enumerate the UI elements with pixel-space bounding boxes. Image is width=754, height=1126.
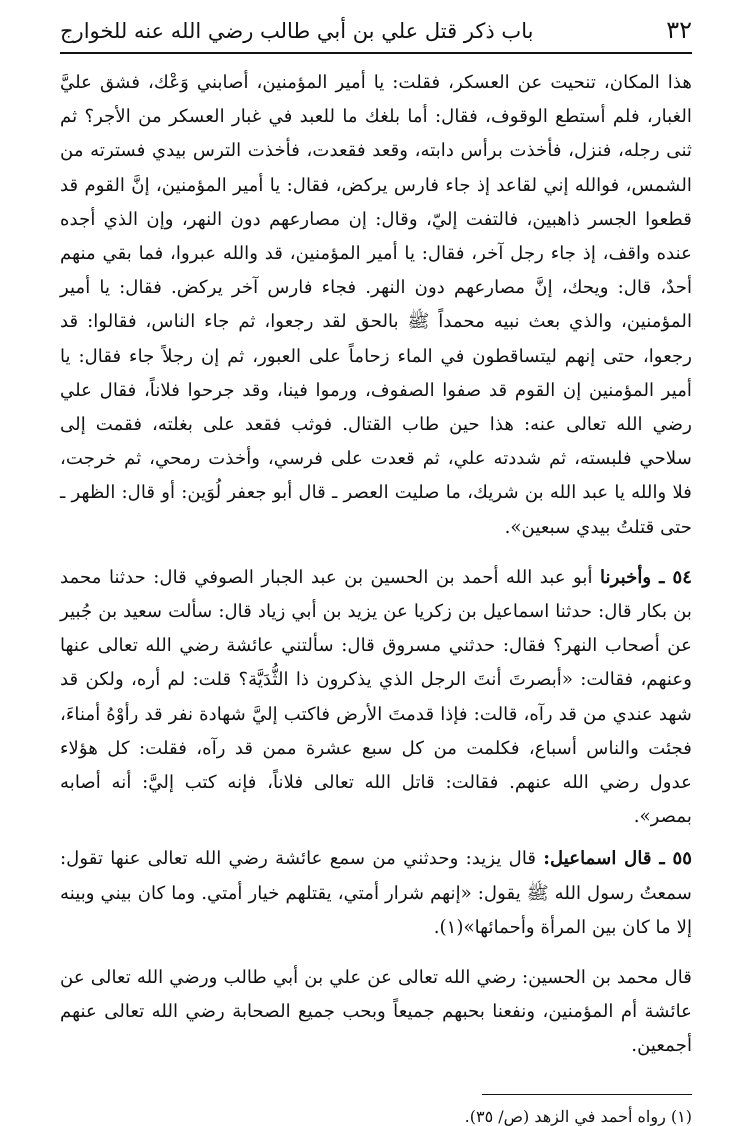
hadith-54 <box>60 561 692 835</box>
page-header <box>60 0 692 44</box>
hadith-55-lead: ٥٥ ـ قال اسماعيل: <box>543 848 692 870</box>
paragraph-gap <box>60 945 692 961</box>
paragraph-gap <box>60 545 692 561</box>
closing-paragraph: قال محمد بن الحسين: رضي الله تعالى عن علي بن أبي طالب ورضي الله تعالى عن عائشة أم المؤمنين، ونفعنا بحبهم جميعاً وبحب جميع الصحابة رضي الله تعالى عنهم أجمعين. <box>60 967 692 1057</box>
footnote: (١) رواه أحمد في الزهد (ص/ ٣٥). <box>464 1106 692 1126</box>
paragraph-1: هذا المكان، تنحيت عن العسكر، فقلت: يا أمير المؤمنين، أصابني وَعْك، فشق عليَّ الغبار، فلم أستطع الوقوف، فقال: أما بلغك ما للعبد في غبار العسكر من الأجر؟ ثم ثنى رجله، فنزل، فأخذت برأس دابته، وقعد فقعدت، فأخذت الترس بيدي فسترته من الشمس، فوالله إني لقاعد إذ جاء فارس يركض، فقال: يا أمير المؤمنين، إنَّ القوم قد قطعوا الجسر ذاهبين، فالتفت إليّ، وقال: إن مصارعهم دون النهر، وإن الذي أجده عنده واقف، إذ جاء رجل آخر، فقال: يا أمير المؤمنين، قد والله عبروا، فما بقي منهم أحدٌ، قال: ويحك، إنَّ مصارعهم دون النهر. فجاء فارس آخر يركض. فقال: يا أمير المؤمنين، والذي بعث نبيه محمداً ﷺ بالحق لقد رجعوا، ثم جاء الناس، فقالوا: قد رجعوا، حتى إنهم ليتساقطون في الماء زحاماً على العبور، ثم إن رجلاً جاء فقال: يا أمير المؤمنين إن القوم قد صفوا الصفوف، ورموا فينا، وقد جرحوا فلاناً، فقال علي رضي الله تعالى عنه: هذا حين طاب القتال. فوثب فقعد على بغلته، فقمت إلى سلاحي فلبسته، ثم شددته علي، ثم قعدت على فرسي، وأخذت رمحي، ثم خرجت، فلا والله يا عبد الله بن شريك، ما صليت العصر ـ قال أبو جعفر لُوَين: أو قال: الظهر ـ حتى قتلتُ بيدي سبعين». <box>60 72 692 538</box>
footnote-rule <box>482 1094 692 1095</box>
hadith-54-text: أبو عبد الله أحمد بن الحسين بن عبد الجبار الصوفي قال: حدثنا محمد بن بكار قال: حدثنا اسماعيل بن زكريا عن يزيد بن أبي زياد قال: سألت سعيد بن جُبير عن أصحاب النهر؟ فقال: حدثني مسروق قال: سألتني عائشة رضي الله تعالى عنها وعنهم، فقالت: «أبصرتَ أنتَ الرجل الذي يذكرون ذا الثُّدَيَّة؟ قلت: لم أره، ولكن قد شهد عندي من قد رآه، قالت: فإذا قدمتَ الأرض فاكتب إليَّ شهادة نفر قد رأوْهُ أمناءَ، فجئت والناس أسباع، فكلمت من كل سبع عشرة ممن قد رآه، فقلت: كل هؤلاء عدول رضي الله عنهم. فقالت: قاتل الله تعالى فلاناً، فإنه كتب إليَّ: أنه أصابه بمصر». <box>60 566 692 828</box>
paragraph-gap <box>60 834 692 842</box>
page-number: ٣٢ <box>666 16 692 44</box>
chapter-title: باب ذكر قتل علي بن أبي طالب رضي الله عنه للخوارج <box>60 19 534 43</box>
header-rule <box>60 52 692 54</box>
hadith-55-text: قال يزيد: وحدثني من سمع عائشة رضي الله تعالى عنها تقول: سمعتُ رسول الله ﷺ يقول: «إنهم شرار أمتي، يقتلهم خيار أمتي. وما كان بيني وبينه إلا ما كان بين المرأة وأحمائها»(١). <box>60 848 692 938</box>
hadith-55 <box>60 842 692 945</box>
hadith-54-lead: ٥٤ ـ وأخبرنا <box>599 566 692 588</box>
